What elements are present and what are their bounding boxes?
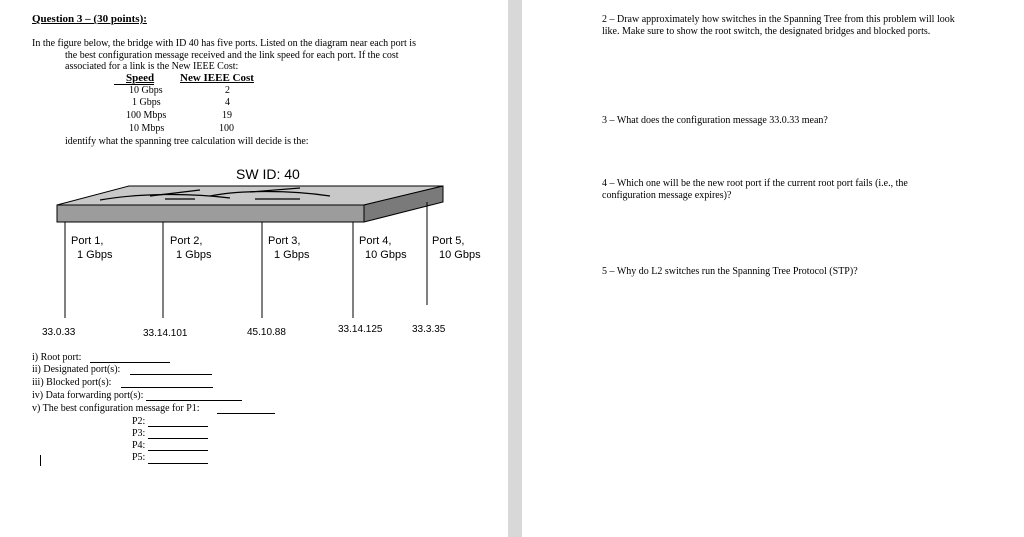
port-4-config: 33.14.125 (338, 324, 383, 335)
switch-label: SW ID: 40 (236, 166, 300, 182)
best-config-label: v) The best configuration message for P1: (32, 403, 200, 414)
p3-label: P3: (132, 428, 146, 439)
root-port-blank[interactable] (90, 362, 170, 363)
best-config-p1-blank[interactable] (217, 413, 275, 414)
right-page (522, 0, 1024, 537)
q3-text: 3 – What does the configuration message 33.0.33 mean? (602, 115, 828, 126)
q5-text: 5 – Why do L2 switches run the Spanning Tree Protocol (STP)? (602, 266, 858, 277)
root-port-label: i) Root port: (32, 352, 82, 363)
port-2-speed: 1 Gbps (176, 249, 212, 261)
port-2-config: 33.14.101 (143, 328, 188, 339)
switch-front-face (57, 205, 364, 222)
port-4-speed: 10 Gbps (365, 249, 407, 261)
port-3-config: 45.10.88 (247, 327, 286, 338)
port-2-name: Port 2, (170, 235, 203, 247)
port-1-config: 33.0.33 (42, 327, 76, 338)
table-cost-1: 2 (225, 85, 230, 96)
text-cursor (40, 455, 41, 466)
p5-label: P5: (132, 452, 146, 463)
port-3-speed: 1 Gbps (274, 249, 310, 261)
q4-line-2: configuration message expires)? (602, 190, 732, 201)
p3-blank[interactable] (148, 438, 208, 439)
intro-line-2: the best configuration message received and the link speed for each port. If the cost (65, 50, 399, 61)
page-gutter (508, 0, 522, 537)
q2-line-1: 2 – Draw approximately how switches in the Spanning Tree from this problem will look (602, 14, 955, 25)
table-cost-3: 19 (222, 110, 232, 121)
p2-label: P2: (132, 416, 146, 427)
port-3-name: Port 3, (268, 235, 301, 247)
q4-line-1: 4 – Which one will be the new root port if the current root port fails (i.e., the (602, 178, 908, 189)
p2-blank[interactable] (148, 426, 208, 427)
p4-label: P4: (132, 440, 146, 451)
port-1-name: Port 1, (71, 235, 104, 247)
intro-line-1: In the figure below, the bridge with ID 40 has five ports. Listed on the diagram near each port is (32, 38, 416, 49)
table-cost-2: 4 (225, 97, 230, 108)
intro-line-3: associated for a link is the New IEEE Cost: (65, 61, 239, 72)
port-5-name: Port 5, (432, 235, 465, 247)
table-speed-2: 1 Gbps (132, 97, 161, 108)
port-4-name: Port 4, (359, 235, 392, 247)
port-5-config: 33.3.35 (412, 324, 446, 335)
table-speed-4: 10 Mbps (129, 123, 165, 134)
speed-header: Speed (126, 72, 155, 84)
table-speed-1: 10 Gbps (129, 85, 163, 96)
designated-ports-label: ii) Designated port(s): (32, 364, 121, 375)
question-title: Question 3 – (30 points): (32, 13, 147, 25)
left-page (0, 0, 508, 537)
data-forwarding-ports-blank[interactable] (146, 400, 242, 401)
port-5-speed: 10 Gbps (439, 249, 481, 261)
blocked-ports-blank[interactable] (121, 387, 213, 388)
table-cost-4: 100 (219, 123, 234, 134)
q2-line-2: like. Make sure to show the root switch, the designated bridges and blocked ports. (602, 26, 931, 37)
switch-diagram (0, 0, 508, 537)
blocked-ports-label: iii) Blocked port(s): (32, 377, 112, 388)
p4-blank[interactable] (148, 450, 208, 451)
p5-blank[interactable] (148, 463, 208, 464)
identify-text: identify what the spanning tree calculation will decide is the: (65, 136, 309, 147)
data-forwarding-ports-label: iv) Data forwarding port(s): (32, 390, 144, 401)
designated-ports-blank[interactable] (130, 374, 212, 375)
port-1-speed: 1 Gbps (77, 249, 113, 261)
cost-header: New IEEE Cost (180, 72, 254, 84)
table-speed-3: 100 Mbps (126, 110, 167, 121)
